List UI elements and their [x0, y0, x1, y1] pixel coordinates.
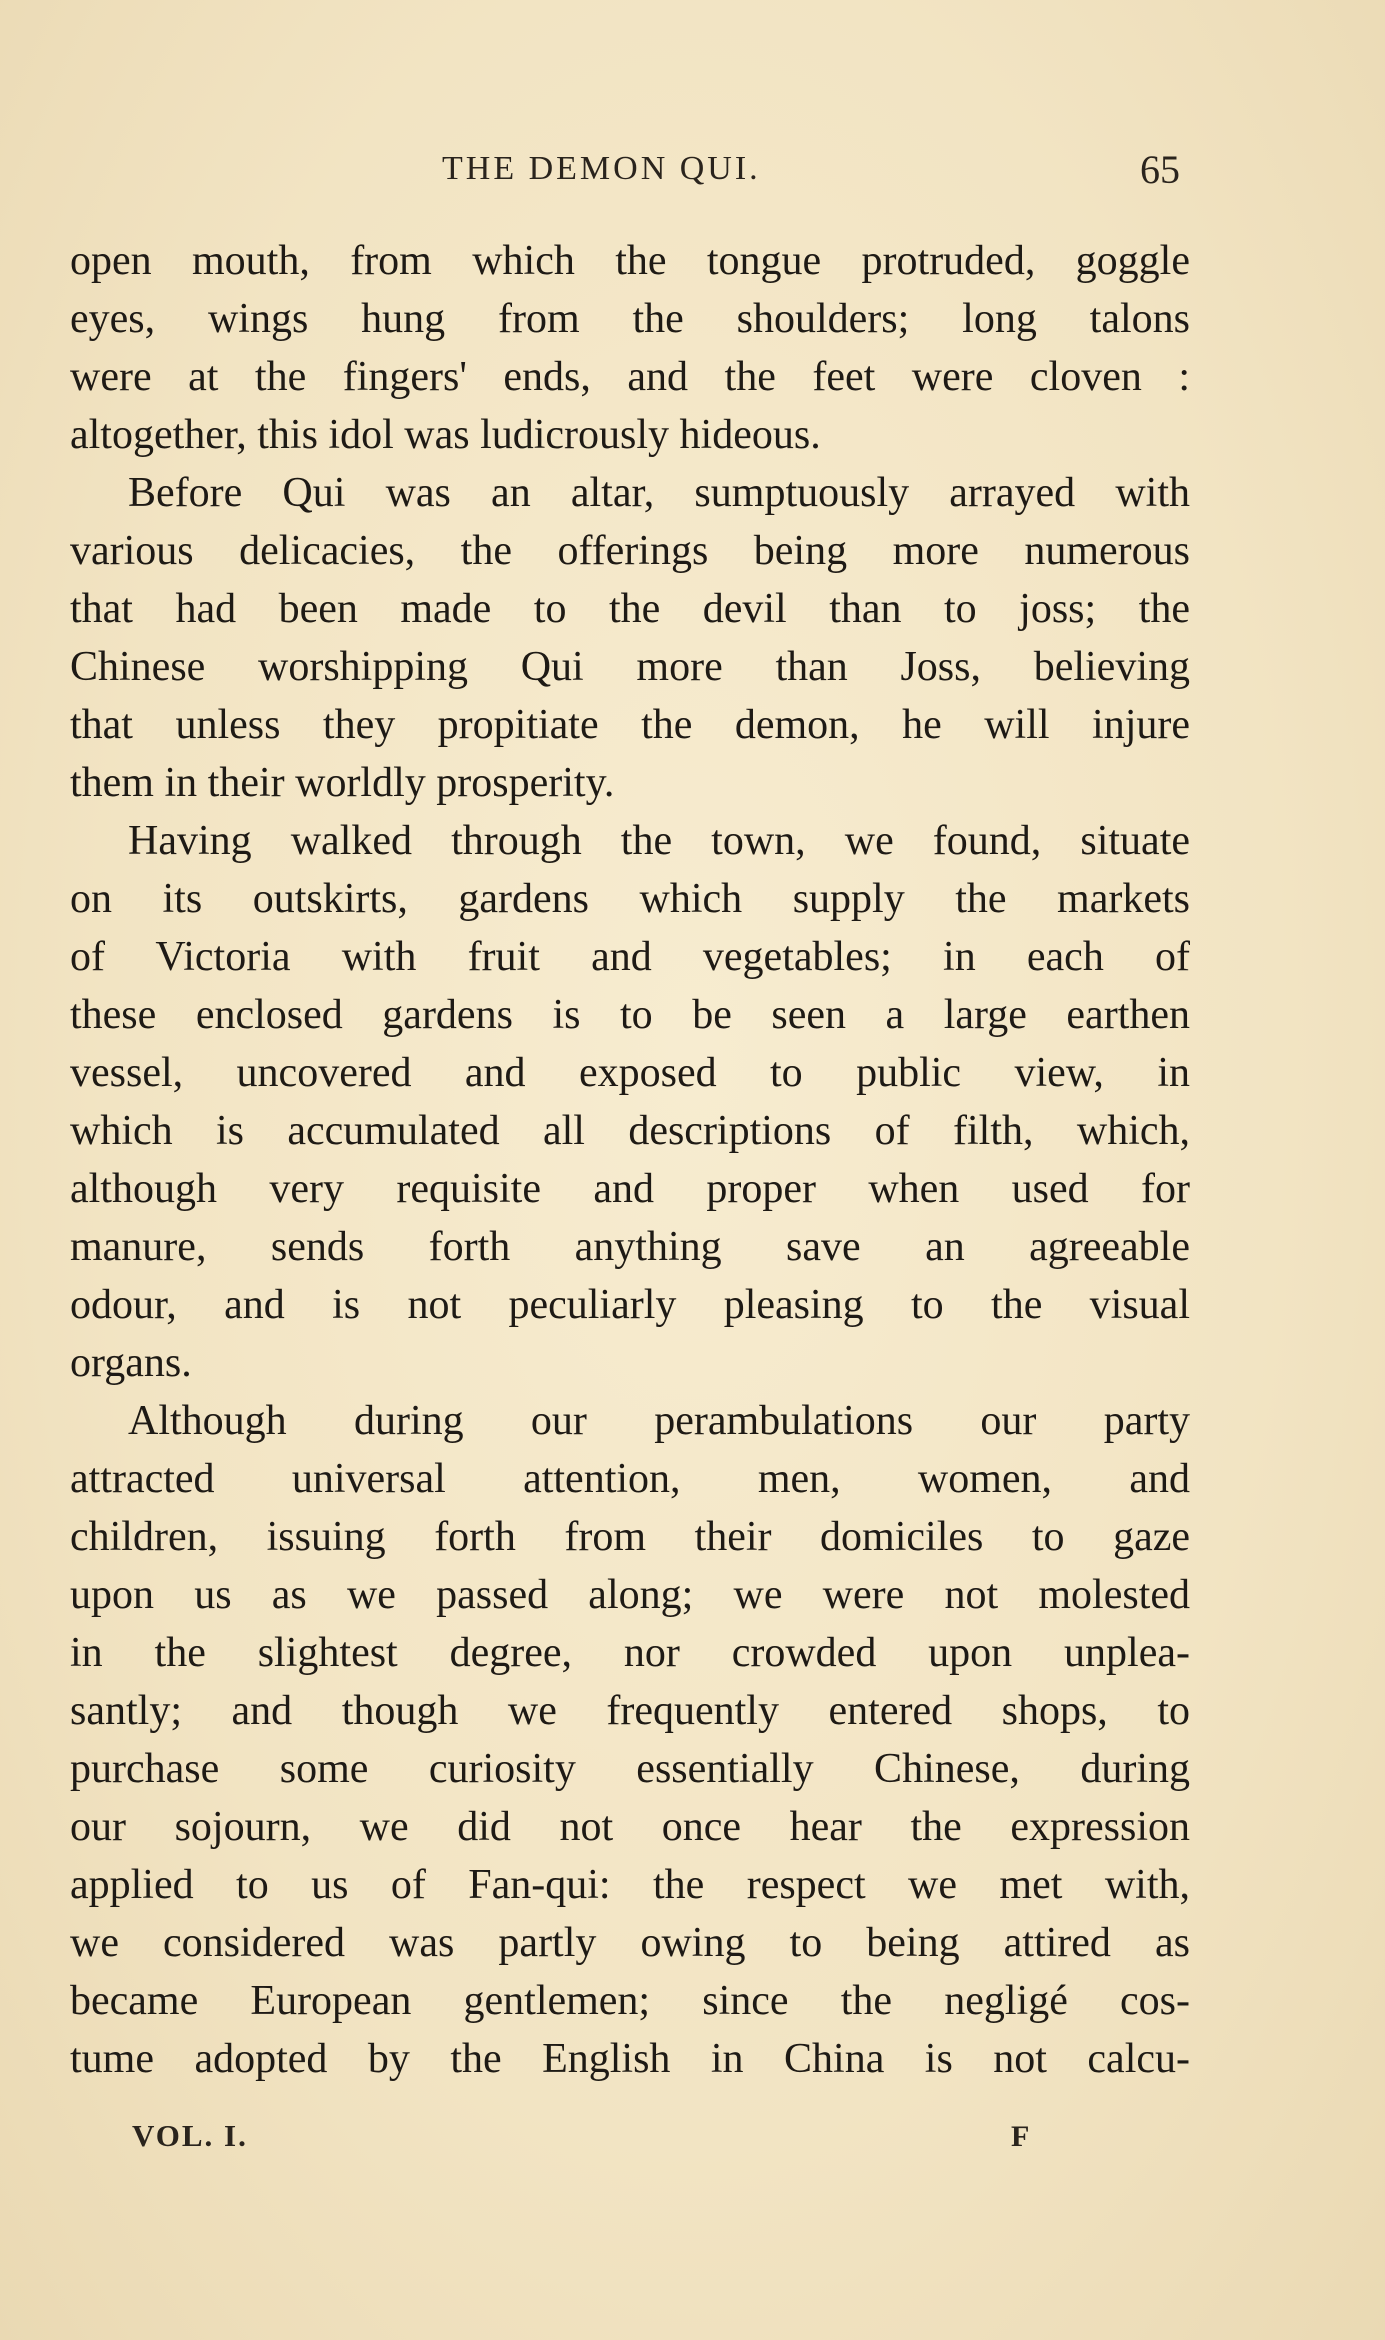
- text-line: attracted universal attention, men, women, and: [70, 1456, 1190, 1502]
- text-line: Chinese worshipping Qui more than Joss, believing: [70, 644, 1190, 690]
- text-line: tume adopted by the English in China is not calcu-: [70, 2036, 1190, 2082]
- volume-signature: VOL. I.: [132, 2118, 248, 2153]
- text-line: that had been made to the devil than to joss; the: [70, 586, 1190, 632]
- signature-letter: F: [1011, 2120, 1030, 2153]
- page-number: 65: [1140, 147, 1180, 192]
- text-line: upon us as we passed along; we were not molested: [70, 1572, 1190, 1618]
- text-line: santly; and though we frequently entered shops, to: [70, 1688, 1190, 1734]
- text-line: on its outskirts, gardens which supply the markets: [70, 876, 1190, 922]
- text-line: these enclosed gardens is to be seen a large earthen: [70, 992, 1190, 1038]
- text-line: various delicacies, the offerings being more numerous: [70, 528, 1190, 574]
- text-line: which is accumulated all descriptions of filth, which,: [70, 1108, 1190, 1154]
- paragraph-start-line: Before Qui was an altar, sumptuously arrayed with: [128, 470, 1190, 516]
- text-line: open mouth, from which the tongue protruded, goggle: [70, 238, 1190, 284]
- text-line: odour, and is not peculiarly pleasing to the visual: [70, 1282, 1190, 1328]
- text-line: purchase some curiosity essentially Chinese, during: [70, 1746, 1190, 1792]
- text-line: vessel, uncovered and exposed to public view, in: [70, 1050, 1190, 1096]
- paragraph-start-line: Although during our perambulations our party: [128, 1398, 1190, 1444]
- page-header: [70, 147, 1180, 192]
- text-line: of Victoria with fruit and vegetables; in each of: [70, 934, 1190, 980]
- text-line: organs.: [70, 1340, 192, 1386]
- text-line: were at the fingers' ends, and the feet were cloven :: [70, 354, 1190, 400]
- text-line: became European gentlemen; since the negligé cos-: [70, 1978, 1190, 2024]
- text-line: although very requisite and proper when used for: [70, 1166, 1190, 1212]
- body-text: [70, 232, 1190, 2088]
- text-line: them in their worldly prosperity.: [70, 760, 615, 806]
- running-head: THE DEMON QUI.: [442, 150, 761, 187]
- text-line: children, issuing forth from their domiciles to gaze: [70, 1514, 1190, 1560]
- text-line: eyes, wings hung from the shoulders; long talons: [70, 296, 1190, 342]
- text-line: in the slightest degree, nor crowded upon unplea-: [70, 1630, 1190, 1676]
- page-footer: [132, 2118, 1052, 2158]
- paragraph-start-line: Having walked through the town, we found, situate: [128, 818, 1190, 864]
- text-line: our sojourn, we did not once hear the expression: [70, 1804, 1190, 1850]
- text-line: altogether, this idol was ludicrously hideous.: [70, 412, 821, 458]
- text-line: that unless they propitiate the demon, he will injure: [70, 702, 1190, 748]
- text-line: we considered was partly owing to being attired as: [70, 1920, 1190, 1966]
- text-line: manure, sends forth anything save an agreeable: [70, 1224, 1190, 1270]
- text-line: applied to us of Fan-qui: the respect we met with,: [70, 1862, 1190, 1908]
